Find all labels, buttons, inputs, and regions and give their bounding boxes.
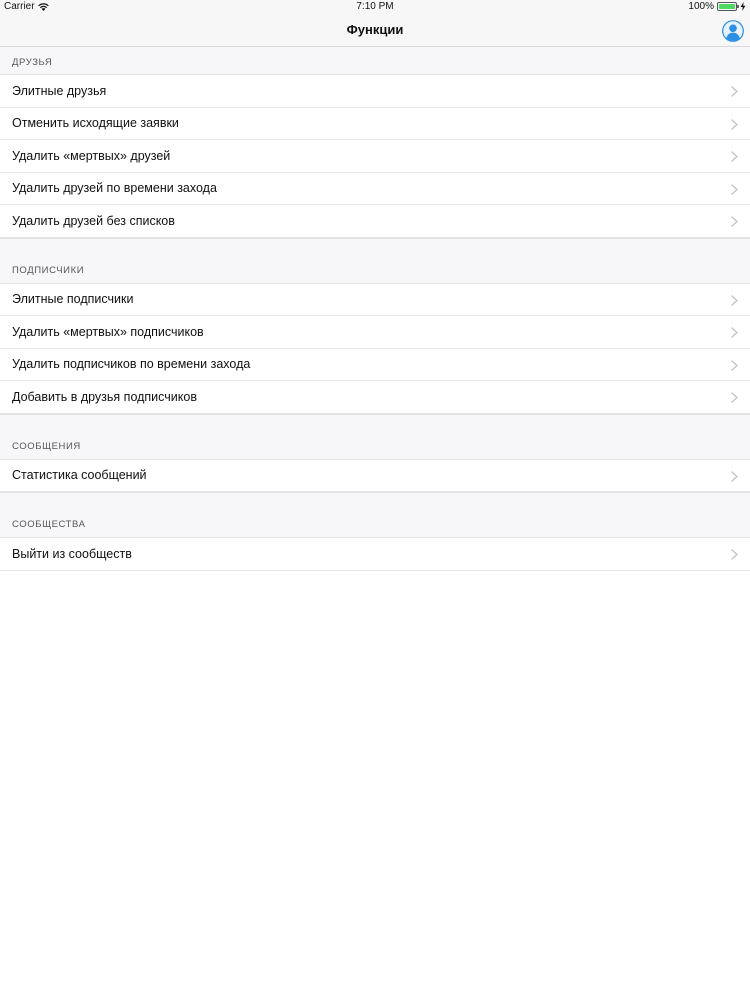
navigation-bar xyxy=(0,14,750,47)
chevron-right-icon xyxy=(731,327,738,338)
chevron-right-icon xyxy=(731,151,738,162)
list-item-label: Удалить друзей без списков xyxy=(12,213,175,228)
list-item[interactable] xyxy=(0,205,750,238)
list-item[interactable] xyxy=(0,140,750,173)
battery-fill xyxy=(719,4,735,9)
list-item-label: Выйти из сообществ xyxy=(12,546,132,561)
status-right xyxy=(688,1,746,12)
charging-bolt-icon xyxy=(740,2,746,11)
list-item-label: Удалить «мертвых» подписчиков xyxy=(12,324,204,339)
user-avatar-icon[interactable] xyxy=(722,20,744,42)
page-title: Функции xyxy=(346,22,404,37)
chevron-right-icon xyxy=(731,216,738,227)
list-item[interactable] xyxy=(0,284,750,317)
list-item-label: Удалить друзей по времени захода xyxy=(12,181,217,196)
list-item-label: Отменить исходящие заявки xyxy=(12,116,179,131)
list-item[interactable] xyxy=(0,460,750,493)
section-header: СООБЩЕСТВА xyxy=(0,492,750,538)
section-header: ДРУЗЬЯ xyxy=(0,47,750,75)
chevron-right-icon xyxy=(731,119,738,130)
section-header: ПОДПИСЧИКИ xyxy=(0,238,750,284)
list-item[interactable] xyxy=(0,75,750,108)
list-item-label: Удалить подписчиков по времени захода xyxy=(12,357,251,372)
status-time: 7:10 PM xyxy=(356,1,394,12)
chevron-right-icon xyxy=(731,295,738,306)
list-item[interactable] xyxy=(0,381,750,414)
list-item[interactable] xyxy=(0,173,750,206)
chevron-right-icon xyxy=(731,549,738,560)
list-item[interactable] xyxy=(0,538,750,571)
chevron-right-icon xyxy=(731,471,738,482)
list-item-label: Статистика сообщений xyxy=(12,468,147,483)
chevron-right-icon xyxy=(731,184,738,195)
status-bar xyxy=(0,0,750,14)
list-item-label: Удалить «мертвых» друзей xyxy=(12,148,171,163)
carrier-label: Carrier xyxy=(4,1,35,12)
list-item-label: Добавить в друзья подписчиков xyxy=(12,389,197,404)
list-item[interactable] xyxy=(0,349,750,382)
list-item[interactable] xyxy=(0,108,750,141)
battery-icon xyxy=(717,2,737,11)
chevron-right-icon xyxy=(731,392,738,403)
battery-percent: 100% xyxy=(688,1,714,12)
chevron-right-icon xyxy=(731,360,738,371)
functions-list xyxy=(0,47,750,571)
section-header: СООБЩЕНИЯ xyxy=(0,414,750,460)
list-item-label: Элитные подписчики xyxy=(12,292,134,307)
chevron-right-icon xyxy=(731,86,738,97)
list-item-label: Элитные друзья xyxy=(12,83,107,98)
list-item[interactable] xyxy=(0,316,750,349)
